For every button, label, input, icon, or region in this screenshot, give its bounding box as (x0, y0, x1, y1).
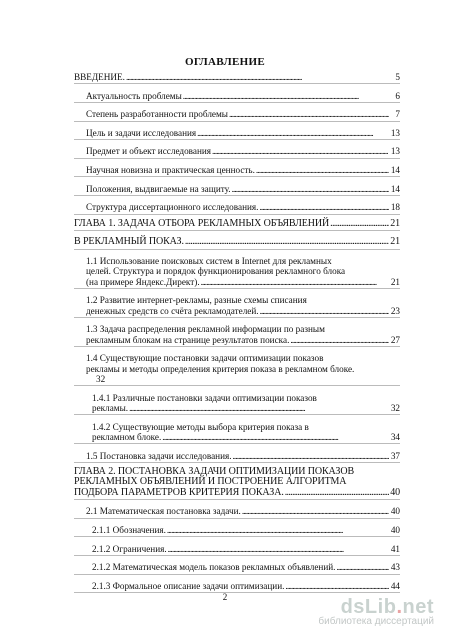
toc-dot-leader (185, 237, 389, 247)
toc-dot-leader (126, 72, 389, 82)
toc-entry-line: 1.4.1 Различные постановки задачи оптимизации показов (92, 392, 317, 403)
toc-dot-leader (232, 184, 389, 194)
watermark-logo-dot: . (396, 596, 403, 618)
watermark-logo-tld: net (402, 596, 434, 618)
toc-entry[interactable] (74, 84, 400, 103)
toc-entry[interactable] (74, 231, 400, 250)
toc-dot-leader (285, 488, 389, 498)
toc-entry-title: 2.1.3 Формальное описание задачи оптимизации. (92, 580, 285, 591)
toc-entry-line: РЕКЛАМНЫХ ОБЪЯВЛЕНИЙ И ПОСТРОЕНИЕ АЛГОРИТМА (74, 476, 347, 488)
toc-entry[interactable] (74, 140, 400, 159)
toc-entry-line: ГЛАВА 2. ПОСТАНОВКА ЗАДАЧИ ОПТИМИЗАЦИИ ПОКАЗОВ (74, 465, 355, 477)
toc-dot-leader (256, 165, 389, 175)
toc-entry[interactable] (74, 177, 400, 196)
toc-entry-title: 2.1.2 Ограничения. (92, 543, 167, 554)
toc-entry-page: 32 (390, 402, 400, 413)
table-of-contents (74, 72, 400, 593)
toc-dot-leader (168, 544, 389, 554)
toc-entry-title: денежных средств со счёта рекламодателей. (86, 305, 259, 316)
toc-entry-page: 40 (390, 486, 400, 498)
toc-dot-leader (229, 109, 389, 119)
toc-entry[interactable] (74, 444, 400, 463)
toc-entry-page: 21 (390, 276, 400, 287)
toc-dot-leader (197, 128, 389, 138)
toc-entry-title: рекламном блоке. (92, 431, 162, 442)
toc-dot-leader (212, 146, 389, 156)
toc-entry-title: 2.1.1 Обозначения. (92, 524, 166, 535)
toc-entry-line: 1.1 Использование поисковых систем в Internet для рекламных (86, 255, 332, 266)
toc-entry-page: 14 (390, 164, 400, 175)
toc-entry-page: 13 (390, 127, 400, 138)
toc-entry[interactable] (74, 318, 400, 347)
toc-entry-page: 14 (390, 183, 400, 194)
toc-entry-line: 1.4 Существующие постановки задачи оптимизации показов (86, 353, 324, 364)
toc-entry[interactable] (74, 289, 400, 318)
toc-entry-title: Актуальность проблемы (86, 90, 182, 101)
toc-dot-leader (183, 91, 389, 101)
toc-dot-leader (290, 335, 389, 345)
toc-entry-title: ГЛАВА 1. ЗАДАЧА ОТБОРА РЕКЛАМНЫХ ОБЪЯВЛЕНИЙ (74, 217, 330, 229)
toc-entry-page: 34 (390, 431, 400, 442)
toc-entry[interactable] (74, 159, 400, 178)
toc-entry-title: ПОДБОРА ПАРАМЕТРОВ КРИТЕРИЯ ПОКАЗА. (74, 486, 284, 498)
toc-dot-leader (167, 525, 389, 535)
toc-entry[interactable] (74, 575, 400, 594)
watermark-logo-main: dsLib (340, 596, 397, 618)
toc-entry[interactable] (74, 103, 400, 122)
toc-entry-page: 40 (390, 524, 400, 535)
toc-entry-title: (на примере Яндекс.Директ). (86, 276, 200, 287)
toc-dot-leader (285, 581, 389, 591)
toc-entry-title: 2.1 Математическая постановка задачи. (86, 506, 241, 517)
toc-dot-leader (233, 451, 389, 461)
toc-dot-leader (162, 432, 389, 442)
toc-entry-title: Структура диссертационного исследования. (86, 202, 259, 213)
toc-entry-title: В РЕКЛАМНЫЙ ПОКАЗ. (74, 236, 184, 248)
toc-entry-page: 40 (390, 506, 400, 517)
toc-dot-leader (330, 219, 389, 229)
toc-entry-title: 2.1.2 Математическая модель показов рекламных объявлений. (92, 562, 336, 573)
toc-entry[interactable] (74, 196, 400, 215)
toc-entry[interactable] (74, 72, 400, 84)
toc-entry-page: 6 (395, 90, 400, 101)
toc-dot-leader (201, 277, 389, 287)
toc-entry-page: 27 (390, 334, 400, 345)
toc-entry-page: 7 (395, 109, 400, 120)
toc-entry[interactable] (74, 537, 400, 556)
toc-entry[interactable] (74, 386, 400, 415)
toc-entry-line: 1.2 Развитие интернет-рекламы, разные схемы списания (86, 295, 307, 306)
toc-entry-title: Предмет и объект исследования (86, 146, 212, 157)
toc-dot-leader (336, 562, 389, 572)
toc-entry[interactable] (74, 347, 400, 386)
toc-entry-page: 41 (390, 543, 400, 554)
watermark-logo (318, 596, 434, 627)
toc-entry-line: рекламы и методы определения критерия показа в рекламном блоке. (86, 363, 355, 374)
toc-entry-page: 43 (390, 562, 400, 573)
toc-entry-line: целей. Структура и порядок функционирования рекламного блока (86, 266, 346, 277)
toc-dot-leader (129, 403, 389, 413)
toc-entry[interactable] (74, 556, 400, 575)
toc-entry[interactable] (74, 122, 400, 141)
toc-entry-title: 32 (96, 373, 106, 384)
toc-entry[interactable] (74, 415, 400, 444)
page-number: 2 (222, 592, 228, 602)
toc-entry-page: 18 (390, 202, 400, 213)
toc-entry[interactable] (74, 519, 400, 538)
toc-entry[interactable] (74, 250, 400, 289)
toc-entry-line: 1.3 Задача распределения рекламной информации по разным (86, 324, 325, 335)
toc-entry-page: 23 (390, 305, 400, 316)
toc-entry[interactable] (74, 215, 400, 231)
toc-dot-leader (242, 506, 389, 516)
toc-entry-title: Научная новизна и практическая ценность. (86, 164, 255, 175)
toc-entry-page: 21 (390, 217, 400, 229)
toc-entry-line: 1.4.2 Существующие методы выбора критерия показа в (92, 421, 309, 432)
toc-entry-page: 21 (390, 236, 400, 248)
toc-entry-title: ВВЕДЕНИЕ. (74, 72, 125, 82)
toc-dot-leader (260, 306, 389, 316)
toc-entry[interactable] (74, 463, 400, 500)
toc-entry-title: рекламным блокам на странице результатов поиска. (86, 334, 290, 345)
toc-entry-title: рекламы. (92, 402, 129, 413)
toc-entry-title: Степень разработанности проблемы (86, 109, 228, 120)
toc-entry-page: 13 (390, 146, 400, 157)
toc-entry-title: Положения, выдвигаемые на защиту. (86, 183, 231, 194)
toc-dot-leader (259, 202, 389, 212)
toc-entry-title: Цель и задачи исследования (86, 127, 197, 138)
toc-entry-page: 44 (390, 580, 400, 591)
toc-title: ОГЛАВЛЕНИЕ (185, 56, 265, 68)
toc-entry-page: 37 (390, 450, 400, 461)
toc-entry[interactable] (74, 500, 400, 519)
watermark-subtitle: библиотека диссертаций (318, 616, 434, 627)
toc-entry-page: 5 (395, 72, 400, 82)
toc-entry-title: 1.5 Постановка задачи исследования. (86, 450, 232, 461)
